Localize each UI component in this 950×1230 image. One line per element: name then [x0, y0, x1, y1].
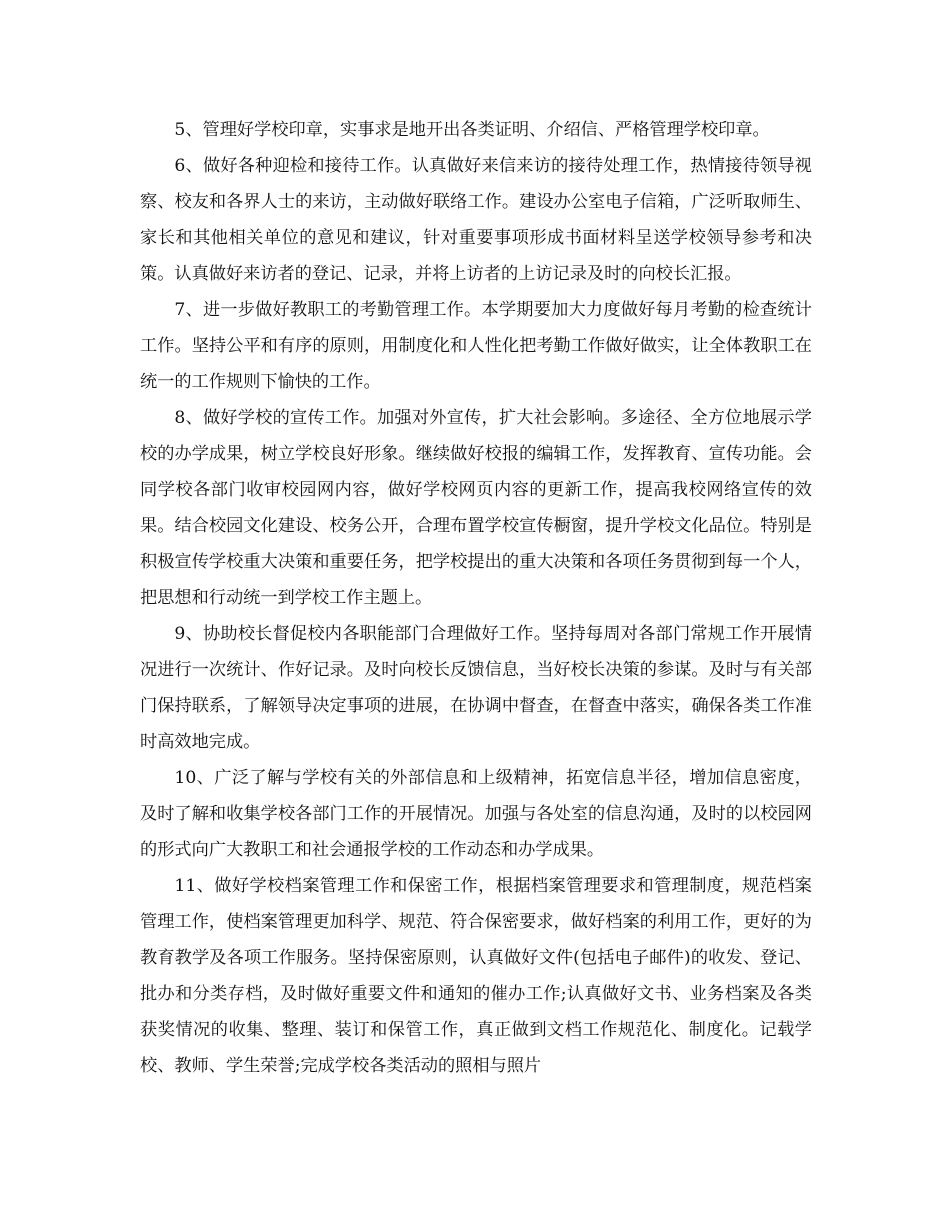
paragraph-item-9: 9、协助校长督促校内各职能部门合理做好工作。坚持每周对各部门常规工作开展情况进行一次统计、作好记录。及时向校长反馈信息，当好校长决策的参谋。及时与有关部门保持联系，了解领导决定事项的进展，在协调中督查，在督查中落实，确保各类工作准时高效地完成。	[140, 624, 812, 752]
paragraph-item-5: 5、管理好学校印章，实事求是地开出各类证明、介绍信、严格管理学校印章。	[174, 120, 770, 140]
paragraph-item-6: 6、做好各种迎检和接待工作。认真做好来信来访的接待处理工作，热情接待领导视察、校友和各界人士的来访，主动做好联络工作。建设办公室电子信箱，广泛听取师生、家长和其他相关单位的意见和建议，针对重要事项形成书面材料呈送学校领导参考和决策。认真做好来访者的登记、记录，并将上访者的上访记录及时的向校长汇报。	[140, 156, 812, 284]
paragraph-item-7: 7、进一步做好教职工的考勤管理工作。本学期要加大力度做好每月考勤的检查统计工作。坚持公平和有序的原则，用制度化和人性化把考勤工作做好做实，让全体教职工在统一的工作规则下愉快的工作。	[140, 300, 812, 392]
paragraph-item-10: 10、广泛了解与学校有关的外部信息和上级精神，拓宽信息半径，增加信息密度，及时了解和收集学校各部门工作的开展情况。加强与各处室的信息沟通，及时的以校园网的形式向广大教职工和社会通报学校的工作动态和办学成果。	[140, 768, 812, 860]
document-page	[140, 112, 812, 1084]
paragraph-item-8: 8、做好学校的宣传工作。加强对外宣传，扩大社会影响。多途径、全方位地展示学校的办学成果，树立学校良好形象。继续做好校报的编辑工作，发挥教育、宣传功能。会同学校各部门收审校园网内容，做好学校网页内容的更新工作，提高我校网络宣传的效果。结合校园文化建设、校务公开，合理布置学校宣传橱窗，提升学校文化品位。特别是积极宣传学校重大决策和重要任务，把学校提出的重大决策和各项任务贯彻到每一个人，把思想和行动统一到学校工作主题上。	[140, 408, 812, 608]
paragraph-item-11: 11、做好学校档案管理工作和保密工作，根据档案管理要求和管理制度，规范档案管理工作，使档案管理更加科学、规范、符合保密要求，做好档案的利用工作，更好的为教育教学及各项工作服务。坚持保密原则，认真做好文件(包括电子邮件)的收发、登记、批办和分类存档，及时做好重要文件和通知的催办工作;认真做好文书、业务档案及各类获奖情况的收集、整理、装订和保管工作，真正做到文档工作规范化、制度化。记载学校、教师、学生荣誉;完成学校各类活动的照相与照片	[140, 876, 812, 1076]
